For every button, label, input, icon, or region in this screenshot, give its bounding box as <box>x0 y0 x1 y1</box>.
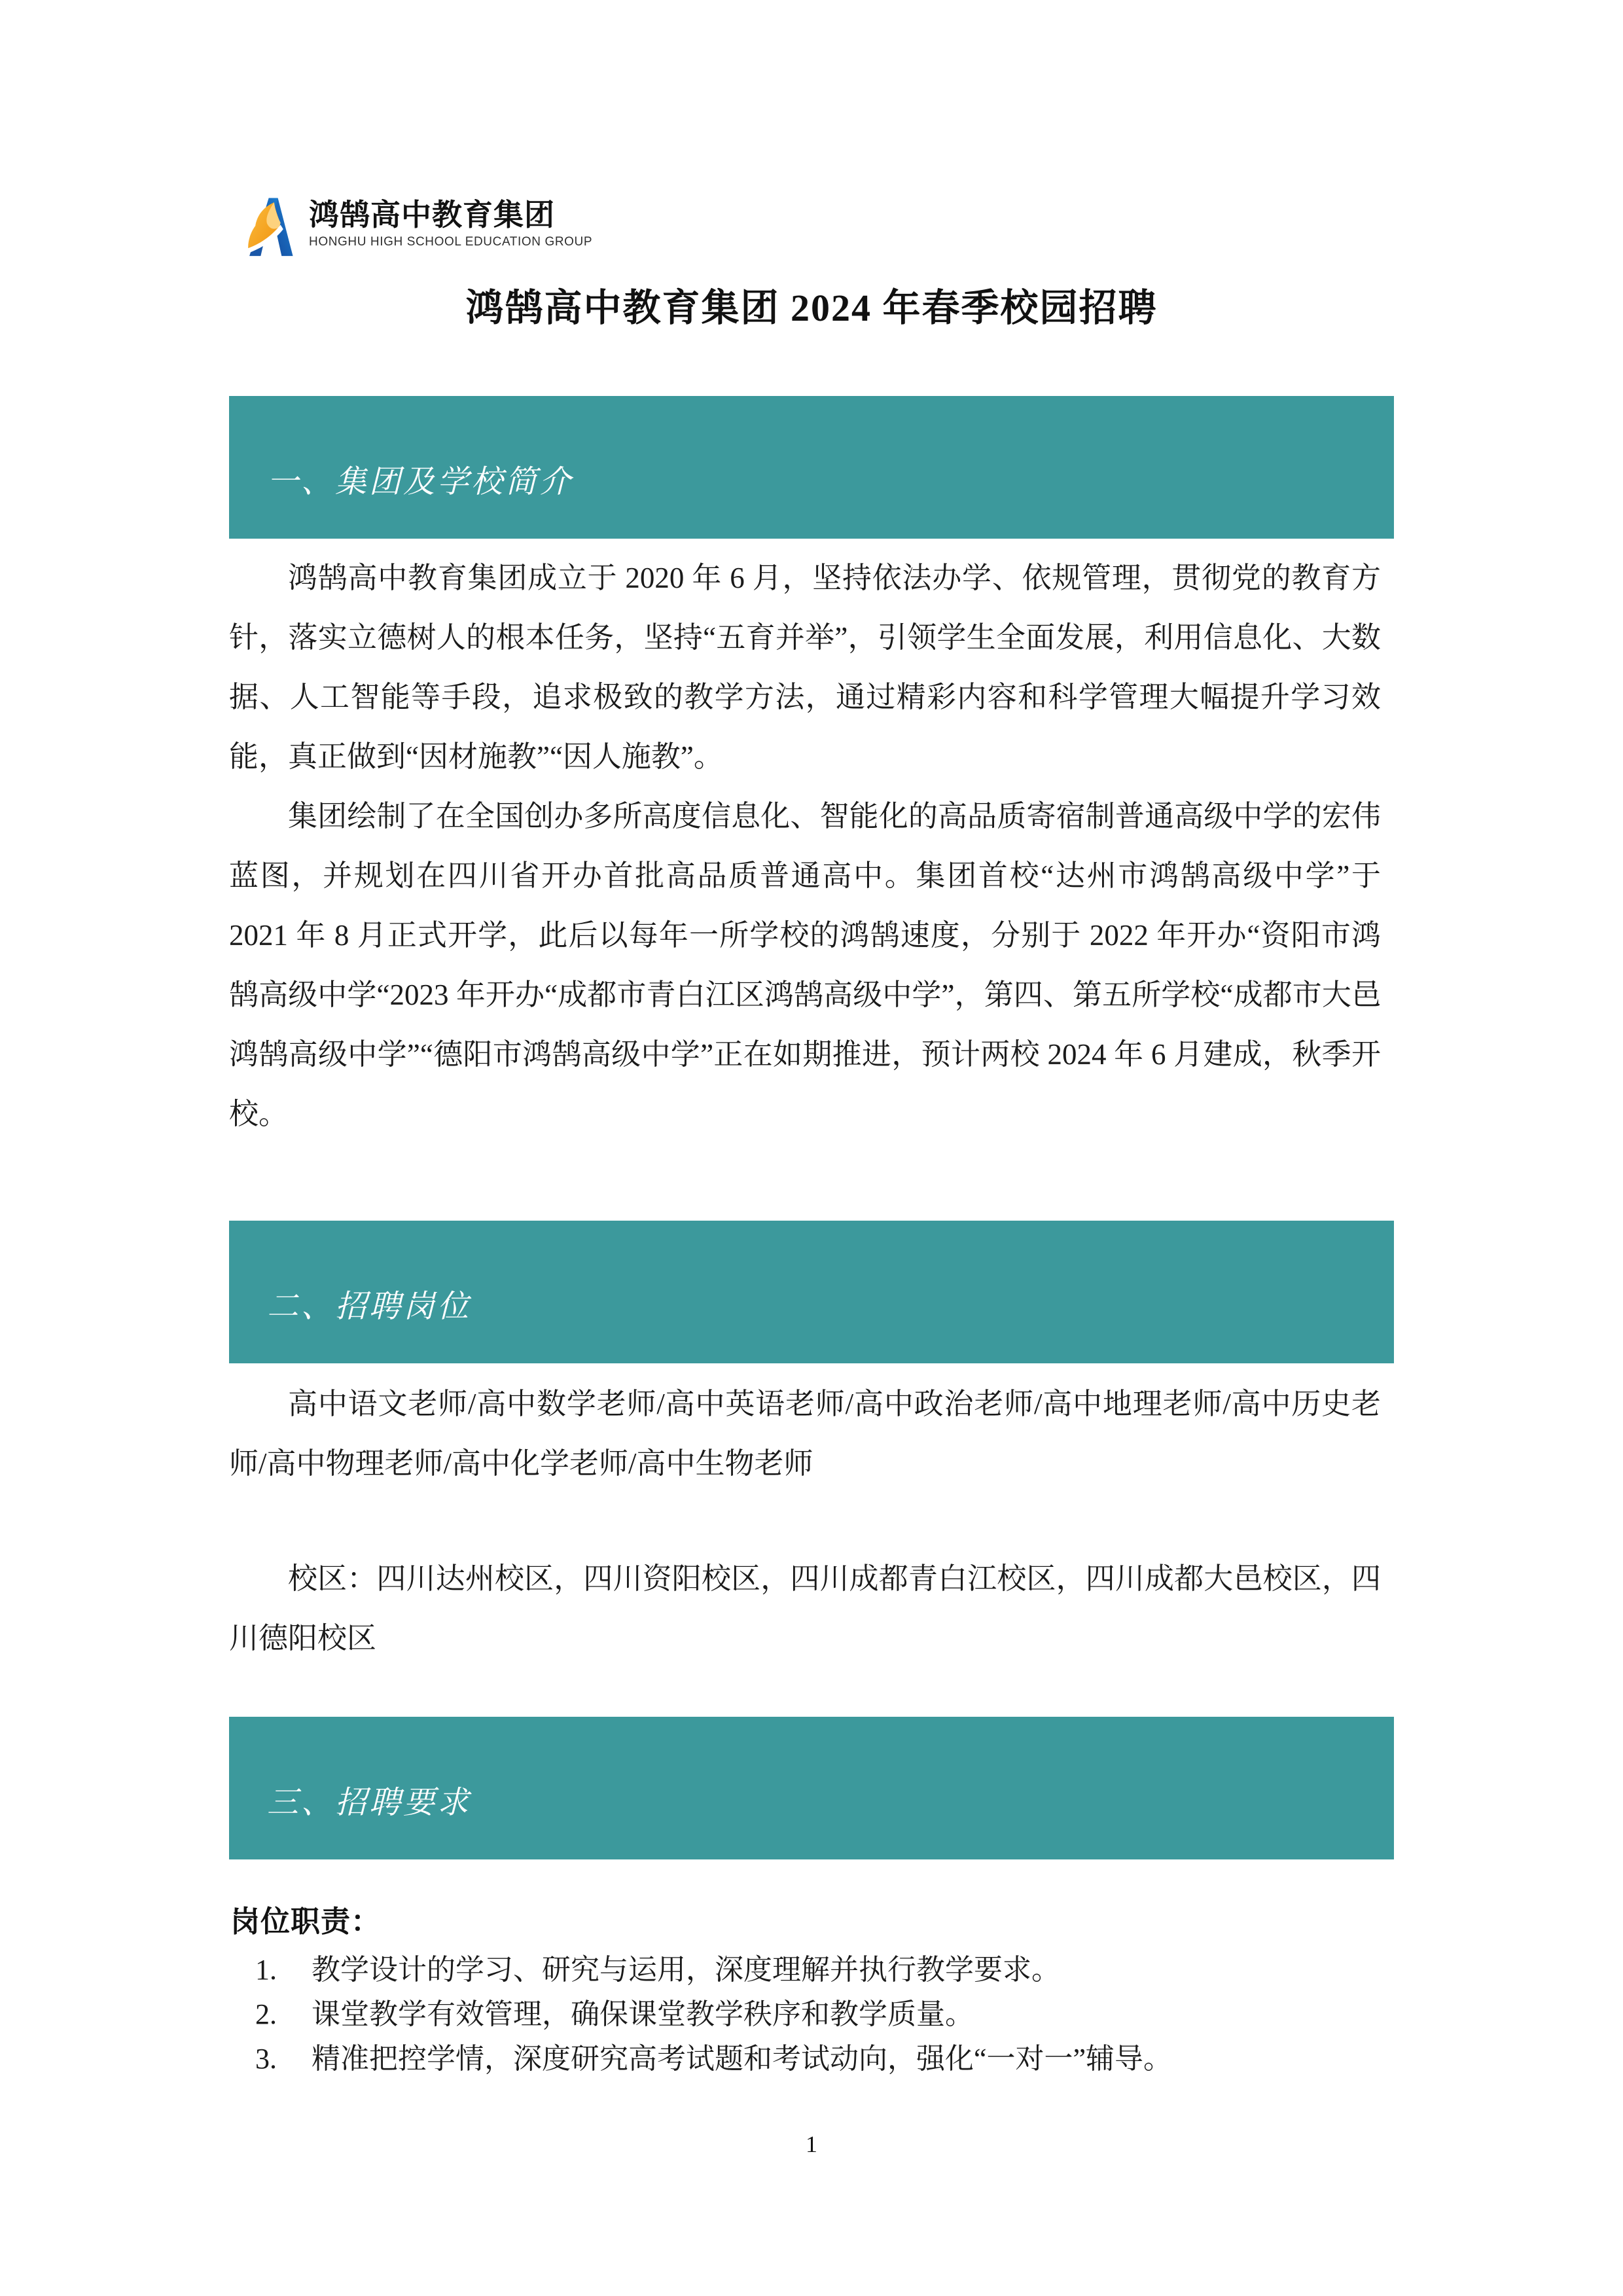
page-number: 1 <box>806 2131 817 2157</box>
duties-list <box>229 1948 1407 2081</box>
campuses-list: 校区：四川达州校区，四川资阳校区，四川成都青白江校区，四川成都大邑校区，四川德阳校区 <box>229 1562 1381 1655</box>
duty-text: 精准把控学情，深度研究高考试题和考试动向，强化“一对一”辅导。 <box>312 2043 1173 2075</box>
page-title: 鸿鹄高中教育集团 2024 年春季校园招聘 <box>465 287 1158 329</box>
duty-item <box>229 2037 1407 2081</box>
duty-item <box>229 1948 1407 1992</box>
intro-paragraph-2: 集团绘制了在全国创办多所高度信息化、智能化的高品质寄宿制普通高级中学的宏伟蓝图，并规划在四川省开办首批高品质普通高中。集团首校“达州市鸿鹄高级中学”于 2021 年 8 月正式开学，此后以每年一所学校的鸿鹄速度，分别于 2022 年开办“资阳市鸿鹄高级中学“2023 年开办“成都市青白江区鸿鹄高级中学”，第四、第五所学校“成都市大邑鸿鹄高级中学”“德阳市鸿鹄高级中学”正在如期推进，预计两校 2024 年 6 月建成，秋季开校。 <box>229 800 1381 1130</box>
intro-paragraph-1: 鸿鹄高中教育集团成立于 2020 年 6 月，坚持依法办学、依规管理，贯彻党的教育方针，落实立德树人的根本任务，坚持“五育并举”，引领学生全面发展，利用信息化、大数据、人工智能等手段，追求极致的教学方法，通过精彩内容和科学管理大幅提升学习效能，真正做到“因材施教”“因人施教”。 <box>229 562 1381 773</box>
duty-number: 2. <box>255 1998 277 2030</box>
section-header-positions <box>229 1221 1394 1363</box>
logo-en-text: HONGHU HIGH SCHOOL EDUCATION GROUP <box>309 235 593 249</box>
duty-text: 教学设计的学习、研究与运用，深度理解并执行教学要求。 <box>312 1954 1060 1986</box>
duty-number: 1. <box>255 1954 277 1986</box>
logo-text <box>309 194 592 250</box>
intro-paragraphs <box>229 548 1381 1144</box>
logo-cjk-text: 鸿鹄高中教育集团 <box>309 198 555 232</box>
duty-text: 课堂教学有效管理，确保课堂教学秩序和教学质量。 <box>312 1998 974 2030</box>
duty-number: 3. <box>255 2043 277 2075</box>
positions-list: 高中语文老师/高中数学老师/高中英语老师/高中政治老师/高中地理老师/高中历史老师/高中物理老师/高中化学老师/高中生物老师 <box>229 1388 1381 1480</box>
duty-item <box>229 1992 1407 2037</box>
duties-heading: 岗位职责： <box>230 1905 382 1938</box>
section-header-positions-label: 二、招聘岗位 <box>267 1289 472 1324</box>
section-header-intro <box>229 396 1394 539</box>
section-header-requirements-label: 三、招聘要求 <box>267 1785 472 1820</box>
logo-icon <box>241 194 294 259</box>
section-header-requirements <box>229 1717 1394 1859</box>
section-header-intro-label: 一、集团及学校简介 <box>267 464 574 499</box>
logo <box>241 194 592 259</box>
